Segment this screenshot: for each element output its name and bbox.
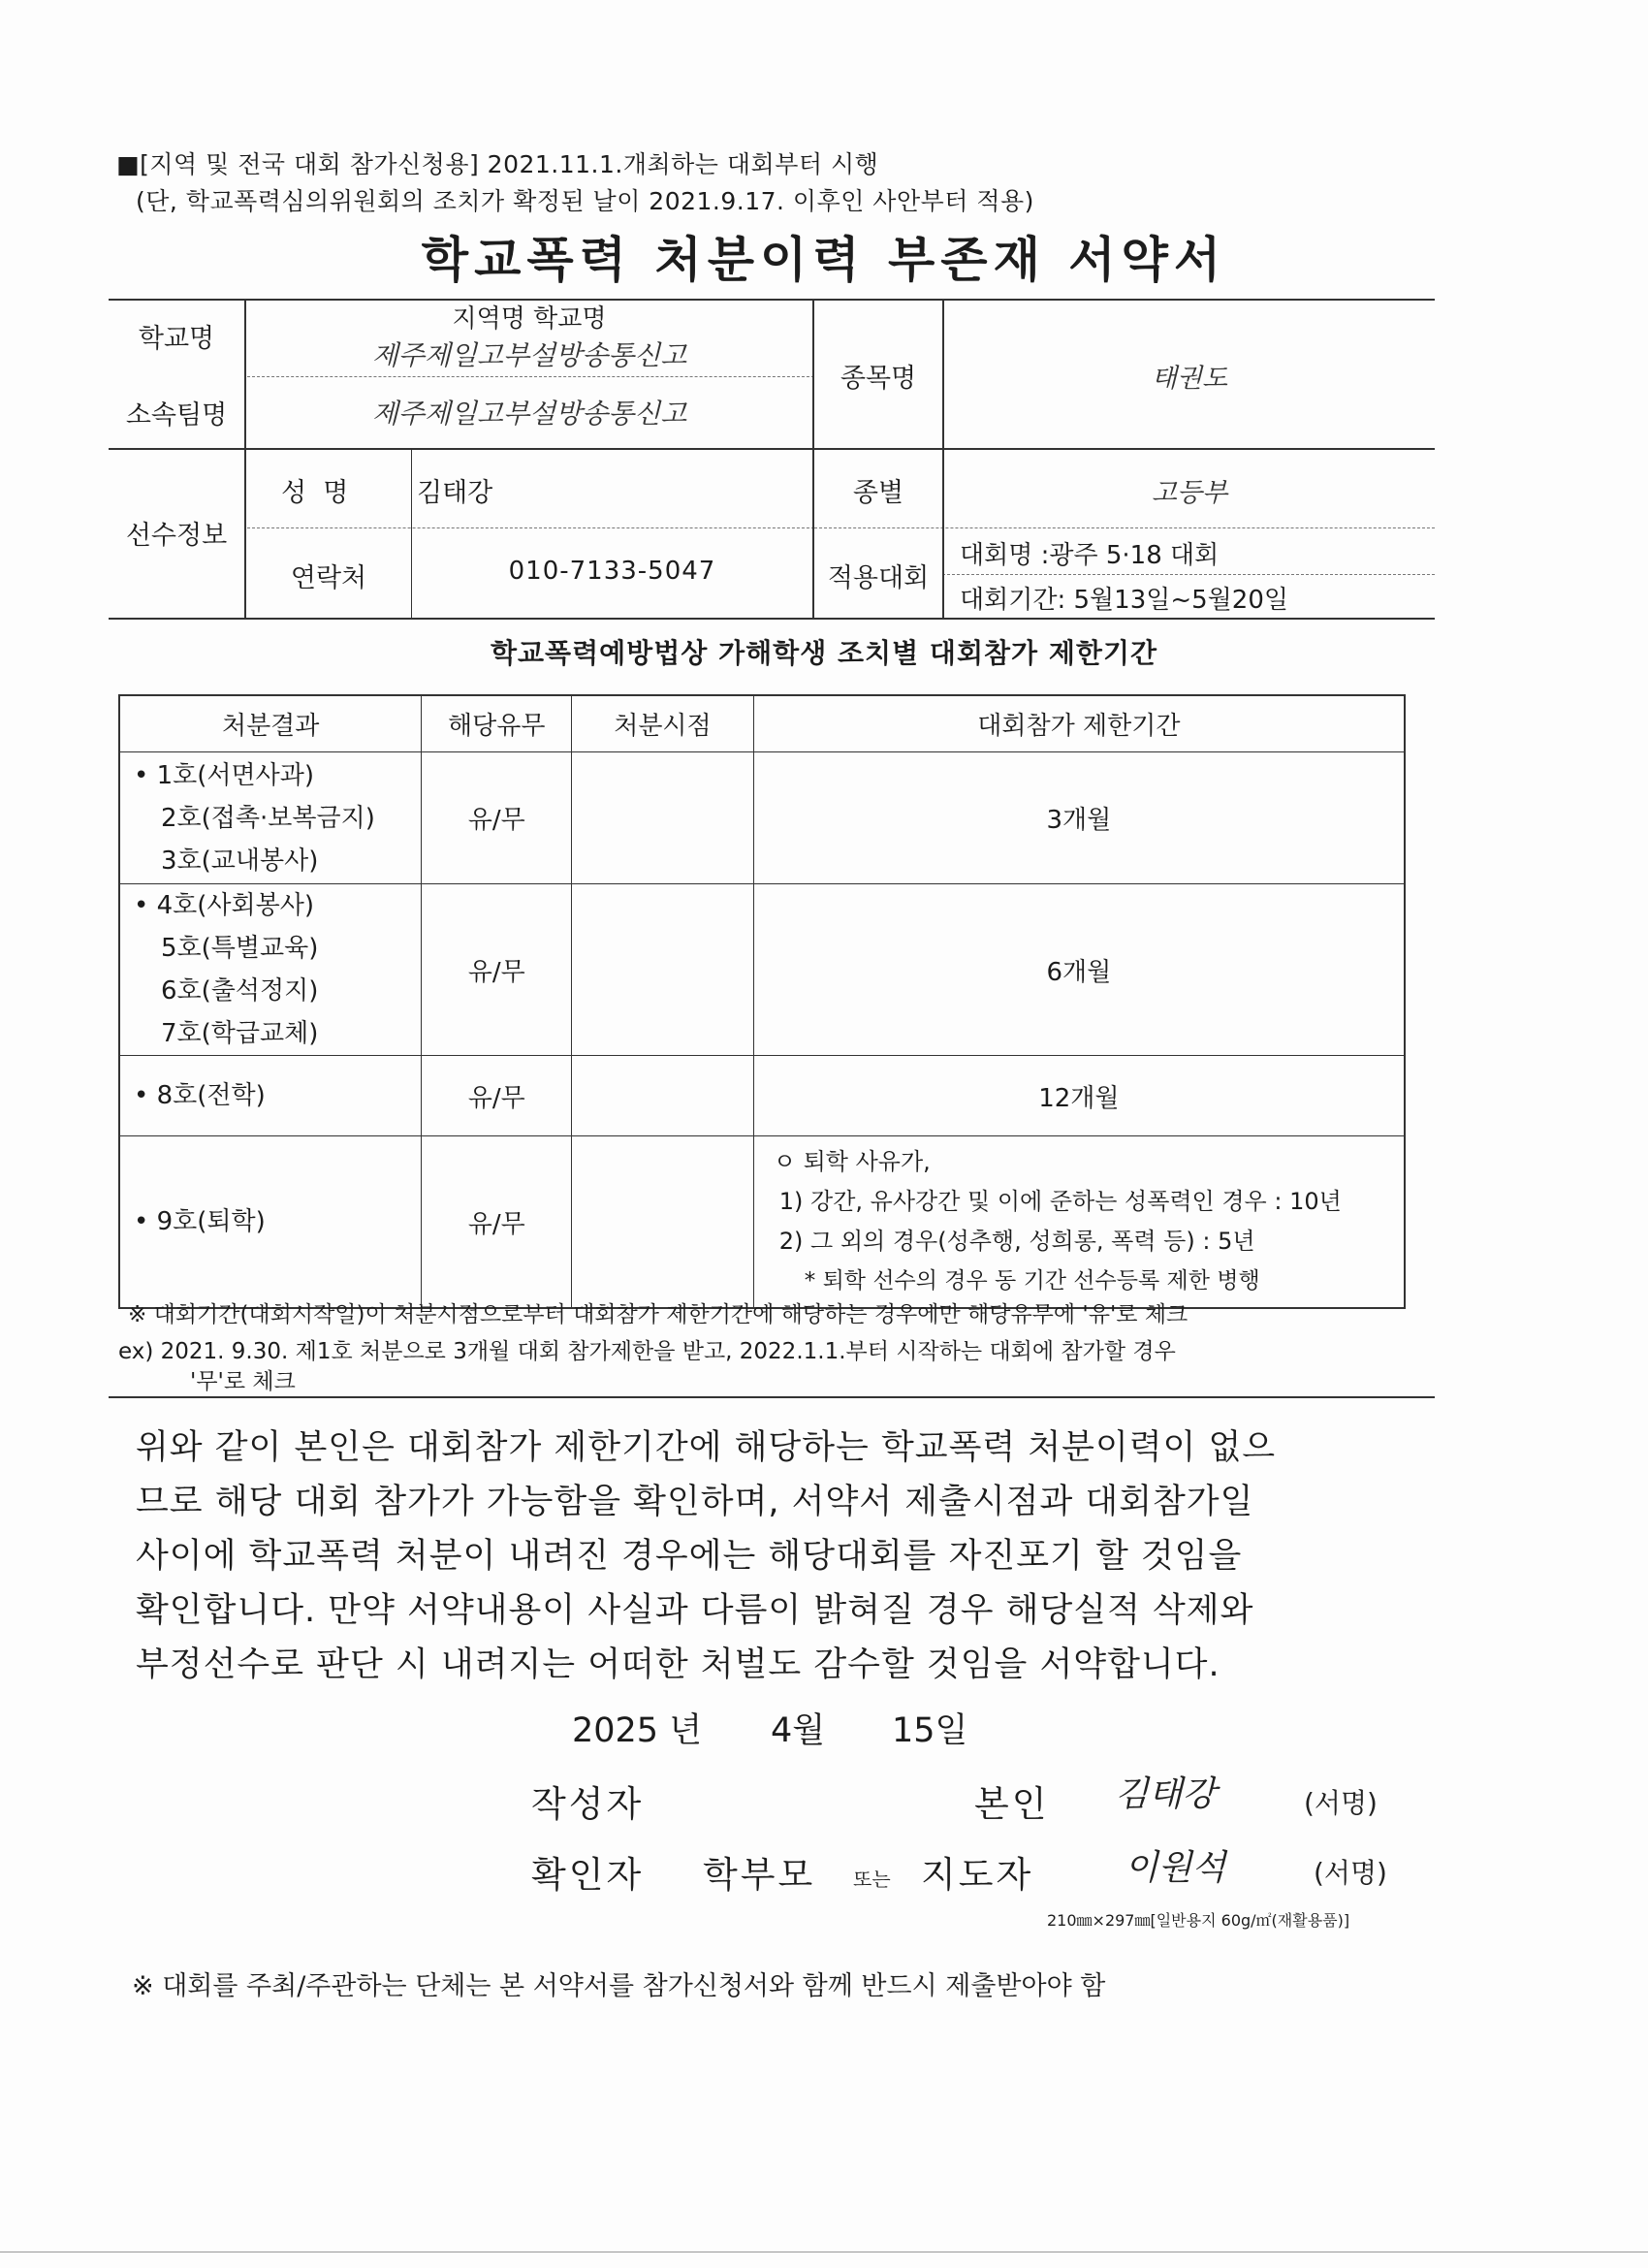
period-cell: 3개월	[753, 752, 1405, 884]
parent-label: 학부모	[703, 1854, 816, 1896]
section-title: 학교폭력예방법상 가해학생 조치별 대회참가 제한기간	[490, 637, 1158, 669]
confirm-label: 확인자	[531, 1854, 645, 1896]
coach-signature: 이원석	[1125, 1848, 1226, 1888]
note-1: ※ 대회기간(대회시작일)이 처분시점으로부터 대회참가 제한기간에 해당하는 경우에만 해당유무에 '유'로 체크	[128, 1302, 1188, 1327]
team-label: 소속팀명	[125, 400, 228, 431]
divider	[109, 1396, 1435, 1398]
self-signature: 김태강	[1115, 1774, 1217, 1814]
school-value: 제주제일고부설방송통신고	[371, 339, 687, 371]
time-cell[interactable]	[572, 884, 754, 1056]
school-label: 학교명	[138, 324, 215, 354]
event-name: 대회명 :광주 5·18 대회	[960, 541, 1220, 570]
table-row	[119, 1056, 1405, 1136]
applies-cell[interactable]: 유/무	[422, 752, 572, 884]
time-cell[interactable]	[572, 1056, 754, 1136]
table-row	[119, 884, 1405, 1056]
period-cell: 12개월	[753, 1056, 1405, 1136]
date-day: 15일	[892, 1711, 968, 1750]
self-stamp: (서명)	[1304, 1787, 1378, 1819]
table-row	[119, 1136, 1405, 1309]
disciplinary-table	[118, 694, 1406, 1309]
header-line-2: (단, 학교폭력심의위원회의 조치가 확정된 날이 2021.9.17. 이후인 사안부터 적용)	[136, 187, 1034, 215]
table-header-row	[119, 695, 1405, 752]
date-year: 2025 년	[572, 1711, 703, 1750]
result-cell: • 9호(퇴학)	[119, 1136, 422, 1309]
applies-cell[interactable]: 유/무	[422, 1056, 572, 1136]
coach-label: 지도자	[921, 1854, 1034, 1896]
header-time: 처분시점	[572, 695, 754, 752]
document-title: 학교폭력 처분이력 부존재 서약서	[421, 232, 1227, 288]
team-value: 제주제일고부설방송통신고	[371, 398, 687, 430]
applies-cell[interactable]: 유/무	[422, 884, 572, 1056]
header-line-1: ■[지역 및 전국 대회 참가신청용] 2021.11.1.개최하는 대회부터 시행	[116, 150, 879, 178]
period-cell: 6개월	[753, 884, 1405, 1056]
note-3: '무'로 체크	[190, 1369, 296, 1394]
event-label: 적용대회	[827, 563, 930, 593]
result-cell: • 8호(전학)	[119, 1056, 422, 1136]
or-label: 또는	[853, 1868, 891, 1891]
contact-label: 연락처	[290, 563, 367, 593]
time-cell[interactable]	[572, 1136, 754, 1309]
note-2: ex) 2021. 9.30. 제1호 처분으로 3개월 대회 참가제한을 받고, 2022.1.1.부터 시작하는 대회에 참가할 경우	[118, 1339, 1176, 1364]
result-cell: • 4호(사회봉사) 5호(특별교육) 6호(출석정지) 7호(학급교체)	[119, 884, 422, 1056]
paper-spec: 210㎜×297㎜[일반용지 60g/㎡(재활용품)]	[1047, 1911, 1350, 1930]
name-label: 성 명	[281, 478, 349, 508]
name-value: 김태강	[417, 478, 493, 508]
writer-label: 작성자	[531, 1783, 645, 1825]
header-applies: 해당유무	[422, 695, 572, 752]
time-cell[interactable]	[572, 752, 754, 884]
self-label: 본인	[974, 1783, 1050, 1825]
header-period: 대회참가 제한기간	[753, 695, 1405, 752]
sport-label: 종목명	[840, 364, 917, 394]
player-info-label: 선수정보	[125, 521, 228, 551]
pledge-text: 위와 같이 본인은 대회참가 제한기간에 해당하는 학교폭력 처분이력이 없으 므로 해당 대회 참가가 가능함을 확인하며, 서약서 제출시점과 대회참가일 사이에 학교폭력 처분이 내려진 경우에는 해당대회를 자진포기 할 것임을 확인합니다. 만약 서약내용이 사실과 다름이 밝혀질 경우 해당실적 삭제와 부정선수로 판단 시 내려지는 어떠한 처벌도 감수할 것임을 서약합니다.	[136, 1428, 1277, 1684]
date-month: 4월	[771, 1711, 826, 1750]
footer-note: ※ 대회를 주최/주관하는 단체는 본 서약서를 참가신청서와 함께 반드시 제출받아야 함	[132, 1971, 1106, 2001]
contact-value: 010-7133-5047	[508, 557, 716, 586]
square-bullet-icon: ■	[116, 150, 141, 178]
event-period: 대회기간: 5월13일~5월20일	[960, 586, 1288, 615]
expulsion-explanation: ㅇ 퇴학 사유가, 1) 강간, 유사강간 및 이에 준하는 성폭력인 경우 : 10년 2) 그 외의 경우(성추행, 성희롱, 폭력 등) : 5년 * 퇴학 선수의 경우 동 기간 선수등록 제한 병행	[753, 1136, 1405, 1309]
table-row	[119, 752, 1405, 884]
coach-stamp: (서명)	[1314, 1857, 1387, 1889]
header-result: 처분결과	[119, 695, 422, 752]
school-sublabel: 지역명 학교명	[452, 304, 607, 334]
division-label: 종별	[852, 478, 904, 508]
result-cell: • 1호(서면사과) 2호(접촉·보복금지) 3호(교내봉사)	[119, 752, 422, 884]
sport-value: 태권도	[1151, 364, 1228, 394]
division-value: 고등부	[1151, 478, 1228, 508]
applies-cell[interactable]: 유/무	[422, 1136, 572, 1309]
